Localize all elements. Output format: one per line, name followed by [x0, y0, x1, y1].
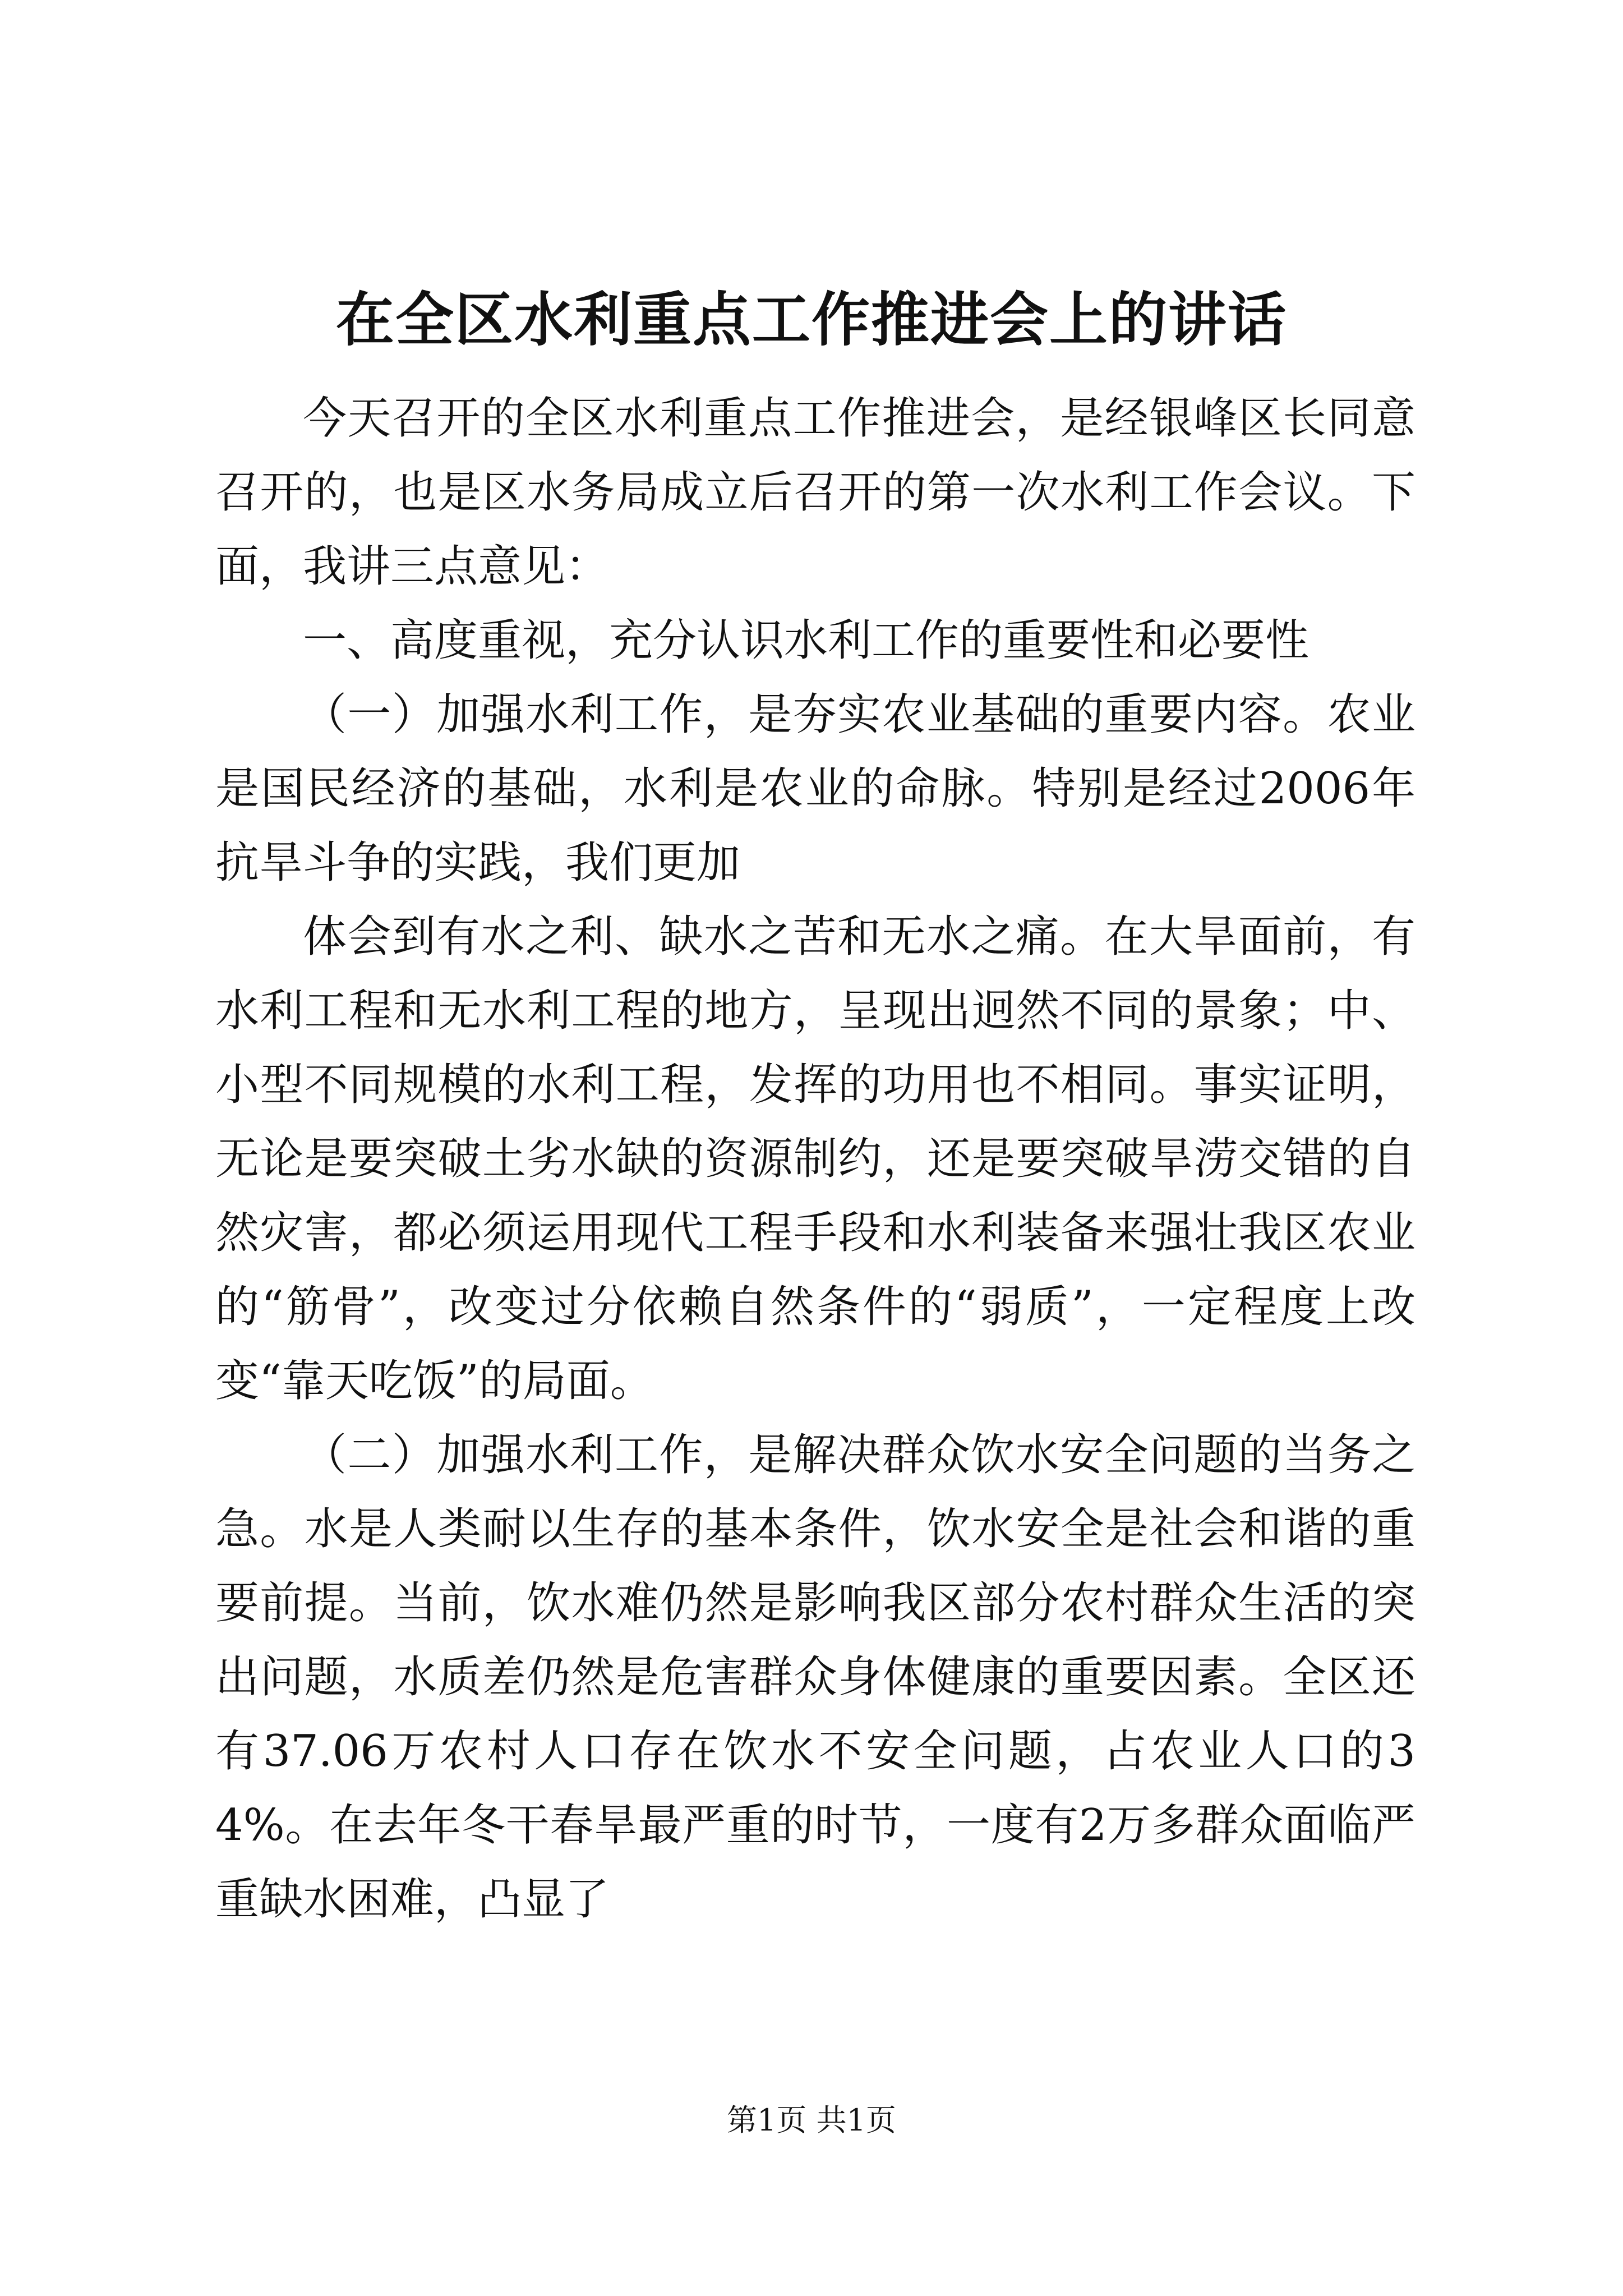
document-body	[215, 381, 1415, 1936]
paragraph-point-two: （二）加强水利工作，是解决群众饮水安全问题的当务之急。水是人类耐以生存的基本条件，饮水安全是社会和谐的重要前提。当前，饮水难仍然是影响我区部分农村群众生活的突出问题，水质差仍然是危害群众身体健康的重要因素。全区还有37.06万农村人口存在饮水不安全问题，占农业人口的34%。在去年冬干春旱最严重的时节，一度有2万多群众面临严重缺水困难，凸显了	[215, 1430, 1415, 1925]
paragraph-section-heading: 一、高度重视，充分认识水利工作的重要性和必要性	[303, 615, 1310, 666]
document-title: 在全区水利重点工作推进会上的讲话	[335, 285, 1287, 354]
page-footer: 第1页 共1页	[727, 2102, 896, 2138]
paragraph-point-one-continued: 体会到有水之利、缺水之苦和无水之痛。在大旱面前，有水利工程和无水利工程的地方，呈现出迥然不同的景象；中、小型不同规模的水利工程，发挥的功用也不相同。事实证明，无论是要突破土劣水缺的资源制约，还是要突破旱涝交错的自然灾害，都必须运用现代工程手段和水利装备来强壮我区农业的“筋骨”，改变过分依赖自然条件的“弱质”，一定程度上改变“靠天吃饭”的局面。	[215, 912, 1415, 1406]
paragraph-intro: 今天召开的全区水利重点工作推进会，是经银峰区长同意召开的，也是区水务局成立后召开的第一次水利工作会议。下面，我讲三点意见：	[215, 393, 1415, 592]
paragraph-point-one: （一）加强水利工作，是夯实农业基础的重要内容。农业是国民经济的基础，水利是农业的命脉。特别是经过2006年抗旱斗争的实践，我们更加	[215, 689, 1415, 888]
